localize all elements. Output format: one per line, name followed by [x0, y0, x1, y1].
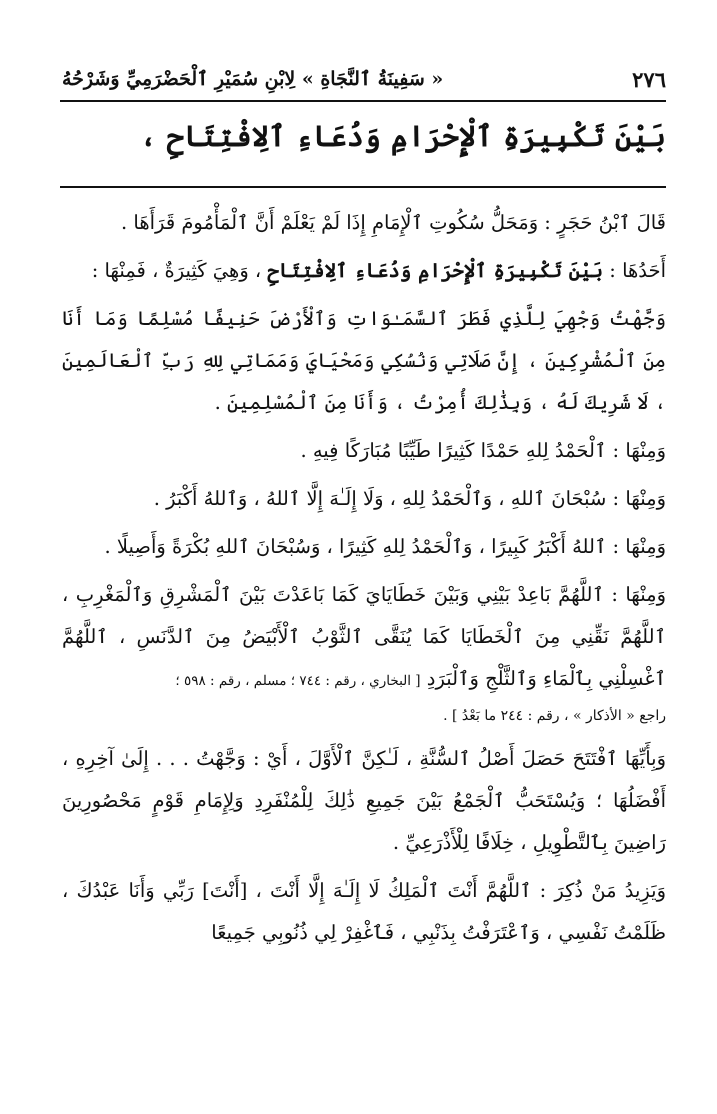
paragraph-tail: ، وَهِيَ كَثِيرَةٌ ، فَمِنْهَا :: [91, 259, 262, 282]
section-heading: بَيْنَ تَكْبِيرَةِ ٱلْإِحْرَامِ وَدُعَاءِ ٱلِافْتِتَاحِ ،: [139, 119, 666, 153]
paragraph-first-position: [62, 250, 666, 292]
paragraph-alhamdu: وَمِنْهَا : ٱلْحَمْدُ لِلهِ حَمْدًا كَثِيرًا طَيِّبًا مُبَارَكًا فِيهِ .: [300, 439, 666, 462]
paragraph-allahu-akbar: وَمِنْهَا : ٱللهُ أَكْبَرُ كَبِيرًا ، وَٱلْحَمْدُ لِلهِ كَثِيرًا ، وَسُبْحَانَ ٱللهِ بُكْرَةً وَأَصِيلًا .: [104, 535, 666, 558]
header-rule: [60, 100, 666, 102]
paragraph-ibn-hajar: قَالَ ٱبْنُ حَجَرٍ : وَمَحَلُّ سُكُوتِ ٱلْإِمَامِ إِذَا لَمْ يَعْلَمْ أَنَّ ٱلْمَأْمُومَ قَرَأَهَا .: [121, 211, 666, 234]
section-rule: [60, 186, 666, 188]
paragraph-baid-text: وَمِنْهَا : ٱللَّهُمَّ بَاعِدْ بَيْنِي وَبَيْنَ خَطَايَايَ كَمَا بَاعَدْتَ بَيْنَ ٱلْمَشْرِقِ وَٱلْمَغْرِبِ ، ٱللَّهُمَّ نَقِّنِي مِنَ ٱلْخَطَايَا كَمَا يُنَقَّى ٱلثَّوْبُ ٱلْأَبْيَضُ مِنَ ٱلدَّنَسِ ، ٱللَّهُمَّ ٱغْسِلْنِي بِٱلْمَاءِ وَٱلثَّلْجِ وَٱلْبَرَدِ: [62, 583, 666, 690]
paragraph-subhan: وَمِنْهَا : سُبْحَانَ ٱللهِ ، وَٱلْحَمْدُ لِلهِ ، وَلَا إِلَـٰهَ إِلَّا ٱللهُ ، وَٱللهُ أَكْبَرُ .: [153, 487, 666, 510]
body-text: [62, 202, 666, 960]
paragraph-yazidu: وَيَزِيدُ مَنْ ذُكِرَ : ٱللَّهُمَّ أَنْتَ ٱلْمَلِكُ لَا إِلَـٰهَ إِلَّا أَنْتَ ، [أَنْتَ] رَبِّي وَأَنَا عَبْدُكَ ، ظَلَمْتُ نَفْسِي ، وَٱعْتَرَفْتُ بِذَنْبِي ، فَٱغْفِرْ لِي ذُنُوبِي جَمِيعًا: [62, 879, 666, 944]
source-reference: [ البخاري ، رقم : ٧٤٤ ؛ مسلم ، رقم : ٥٩٨ ؛: [175, 673, 421, 689]
paragraph-wajjahtu: وَجَّهْتُ وَجْهِيَ لِلَّذِي فَطَرَ ٱلسَّمَـٰوَاتِ وَٱلْأَرْضَ حَنِيفًا مُسْلِمًا وَمَا أَنَا مِنَ ٱلْمُشْرِكِينَ ، إِنَّ صَلَاتِي وَنُسُكِي وَمَحْيَايَ وَمَمَاتِي لِلهِ رَبِّ ٱلْعَالَمِينَ ، لَا شَرِيكَ لَهُ ، وَبِذَٰلِكَ أُمِرْتُ ، وَأَنَا مِنَ ٱلْمُسْلِمِينَ .: [62, 307, 666, 414]
running-title: « سَفِينَةُ ٱلنَّجَاةِ » لِابْنِ سُمَيْرِ ٱلْحَضْرَمِيِّ وَشَرْحُهُ: [62, 68, 444, 90]
page-number: ٢٧٦: [632, 66, 666, 92]
source-reference-continued: راجع « الأذكار » ، رقم : ٢٤٤ ما بَعْدُ ] .: [443, 708, 666, 724]
running-head: [62, 62, 666, 96]
paragraph-sunnah: وَبِأَيِّهَا ٱفْتَتَحَ حَصَلَ أَصْلُ ٱلسُّنَّةِ ، لَـٰكِنَّ ٱلْأَوَّلَ ، أَيْ : وَجَّهْتُ . . . إِلَىٰ آخِرِهِ ، أَفْضَلُهَا ؛ وَيُسْتَحَبُّ ٱلْجَمْعُ بَيْنَ جَمِيعِ ذَٰلِكَ لِلْمُنْفَرِدِ وَلِإِمَامِ قَوْمٍ مَحْصُورِينَ رَاضِينَ بِٱلتَّطْوِيلِ ، خِلَافًا لِلْأَذْرَعِيِّ .: [62, 747, 666, 854]
paragraph-bold-phrase: بَيْنَ تَكْبِيرَةِ ٱلْإِحْرَامِ وَدُعَاءِ ٱلِافْتِتَاحِ: [267, 259, 604, 282]
paragraph-lead: أَحَدُهَا :: [609, 259, 666, 282]
paragraph-baid: [62, 574, 666, 702]
